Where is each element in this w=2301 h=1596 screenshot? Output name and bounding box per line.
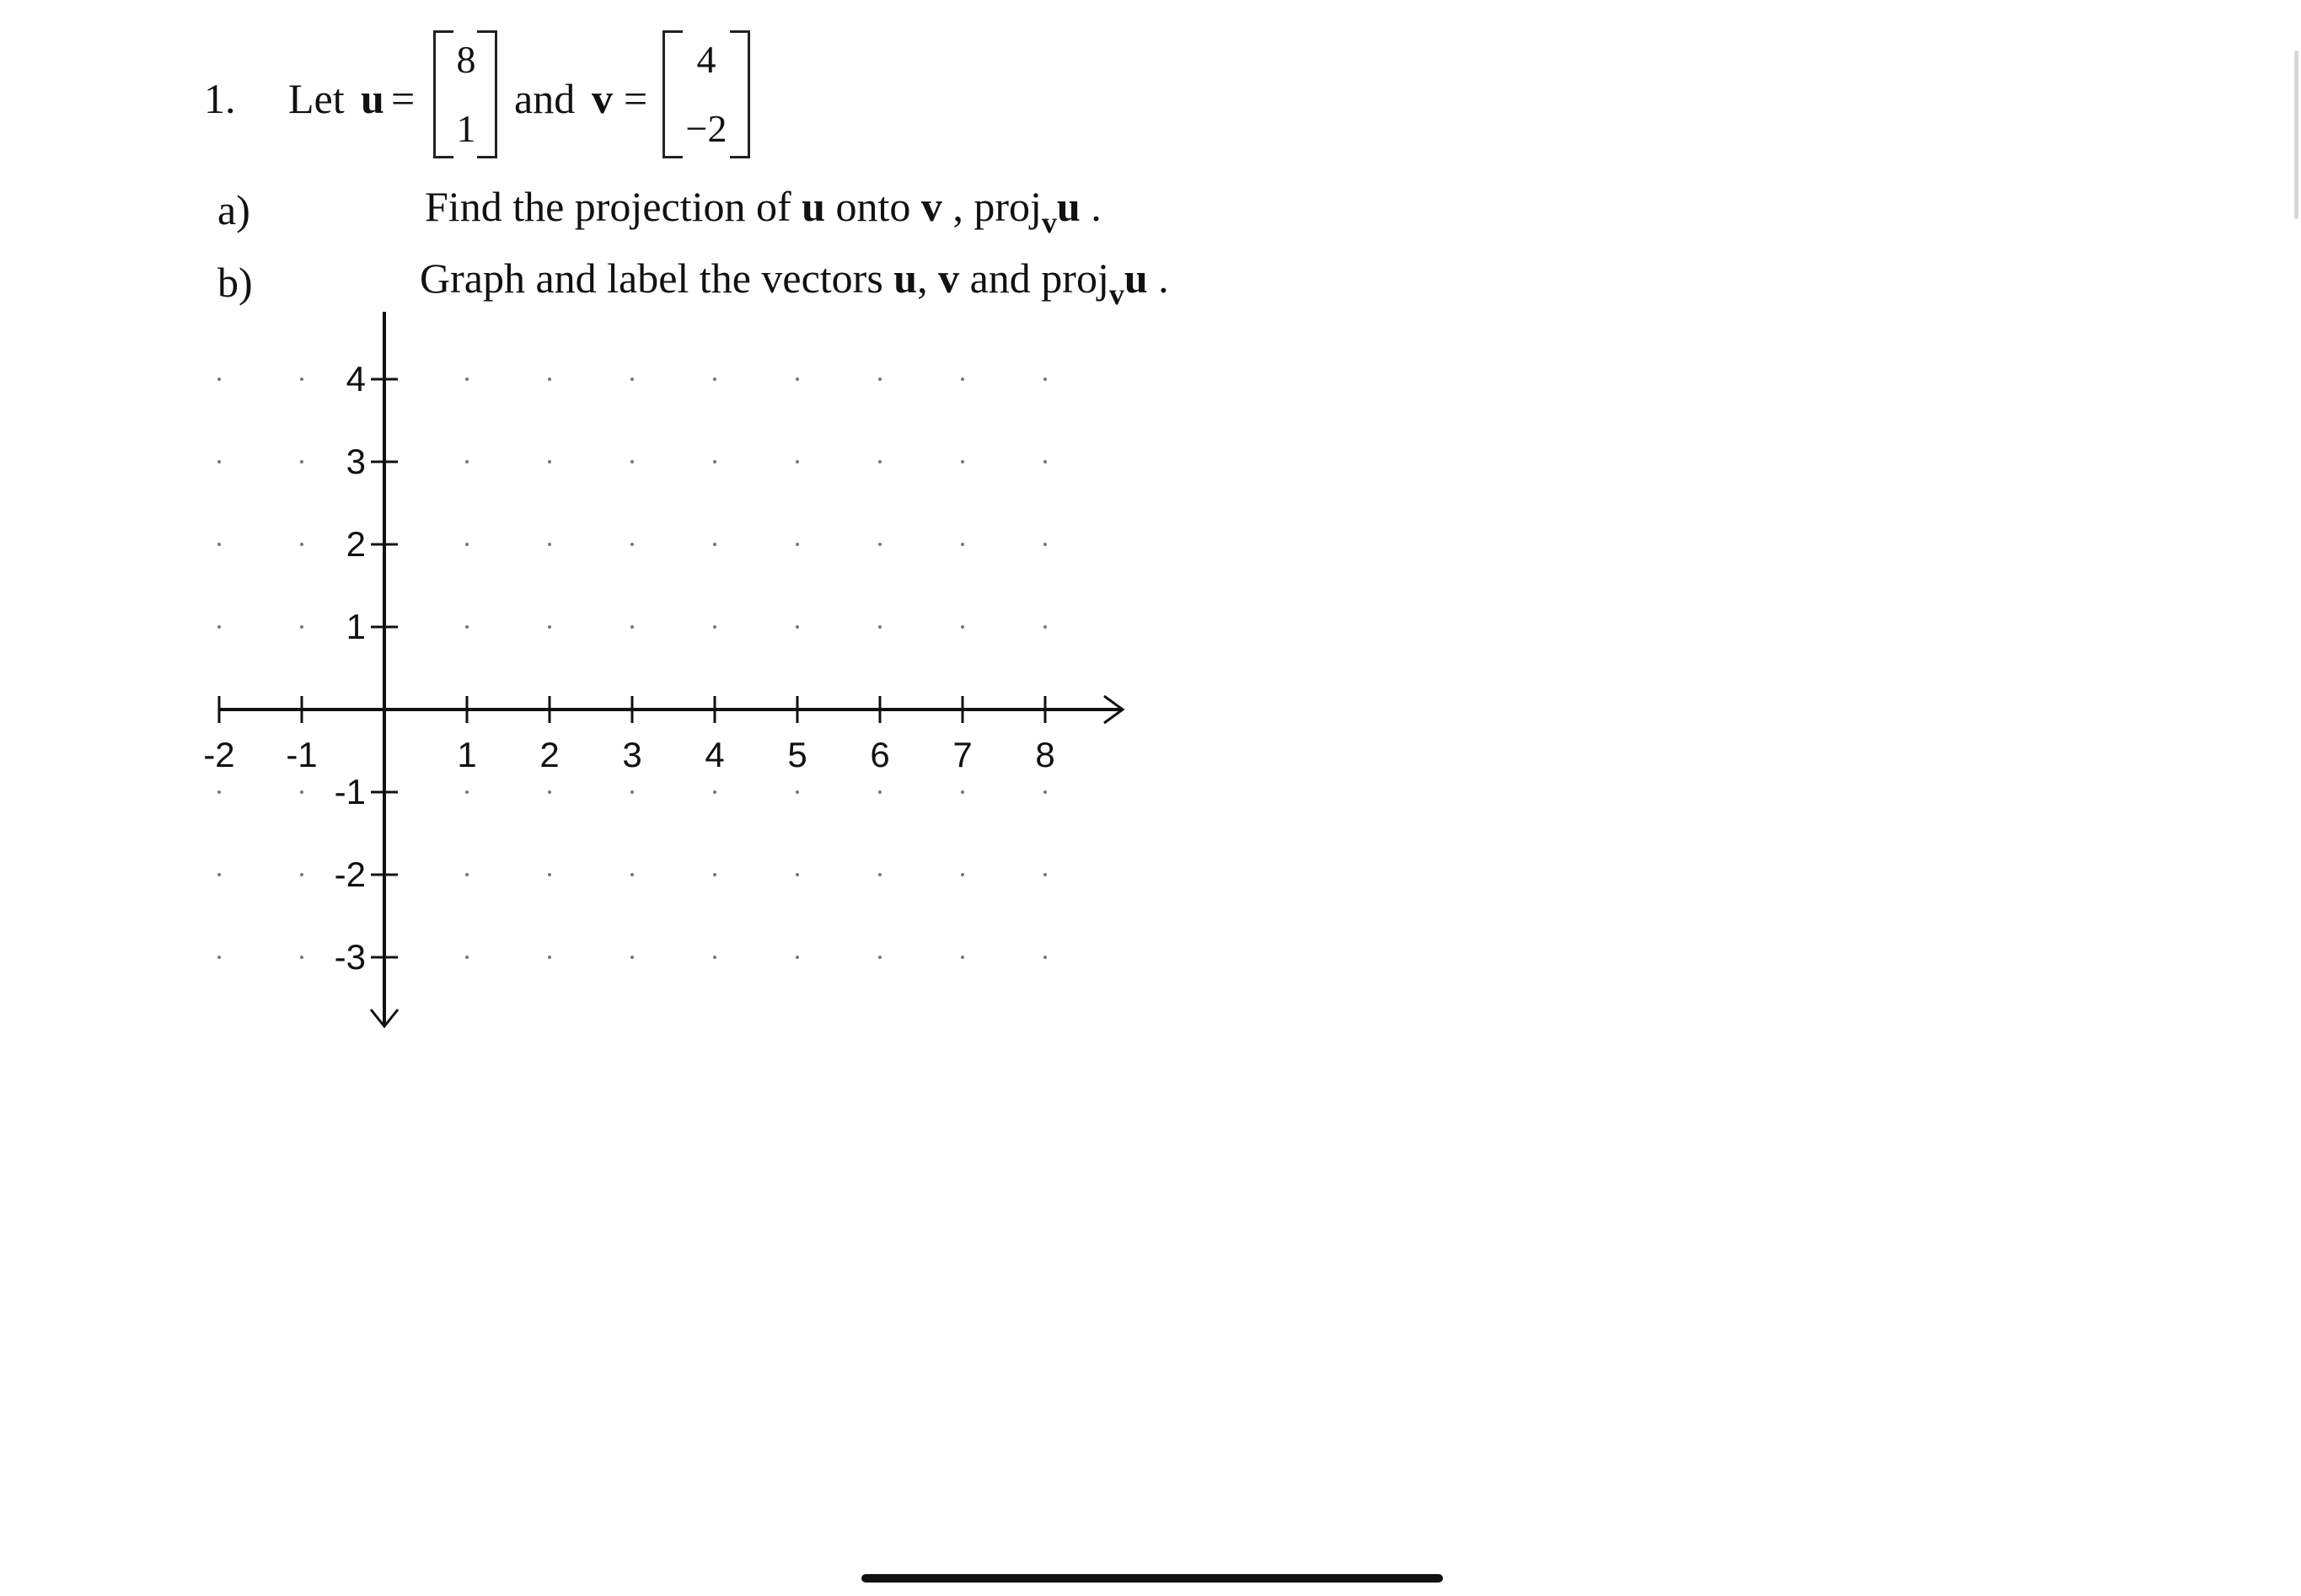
part-a-u: u — [802, 183, 825, 230]
u-equals: = — [391, 75, 416, 122]
part-b-v: v — [938, 254, 960, 302]
grid-dot — [630, 873, 634, 876]
grid-dot — [630, 460, 634, 463]
grid-dot — [1043, 460, 1047, 463]
grid-dot — [878, 790, 882, 794]
part-b-u: u — [893, 254, 918, 302]
part-b-label: b) — [217, 259, 253, 306]
grid-dot — [1043, 873, 1047, 876]
u-matrix-entry-top: 8 — [456, 38, 476, 81]
grid-dot — [300, 460, 303, 463]
grid-dot — [465, 956, 469, 959]
grid-dot — [1043, 625, 1047, 629]
grid-dot — [548, 790, 551, 794]
grid-dot — [713, 460, 716, 463]
x-tick-label: 8 — [1035, 735, 1055, 774]
v-symbol: v — [592, 75, 613, 122]
grid-dot — [217, 625, 221, 629]
grid-dot — [961, 543, 964, 546]
grid-dot — [878, 625, 882, 629]
let-word: Let — [288, 75, 345, 122]
grid-dot — [300, 956, 303, 959]
grid-dot — [713, 543, 716, 546]
grid-dot — [713, 873, 716, 876]
v-matrix-entry-top: 4 — [696, 38, 716, 81]
grid-dot — [878, 956, 882, 959]
grid-dot — [465, 873, 469, 876]
grid-dot — [300, 625, 303, 629]
grid-dot — [465, 543, 469, 546]
part-a-v: v — [920, 183, 942, 230]
grid-dot — [796, 543, 799, 546]
y-tick-label: -3 — [334, 937, 366, 977]
y-tick-label: 3 — [346, 442, 366, 481]
grid-dot — [465, 790, 469, 794]
problem-number: 1. — [204, 75, 236, 122]
x-tick-label: 3 — [622, 735, 642, 774]
y-tick-label: -2 — [334, 854, 366, 894]
and-word: and — [514, 75, 576, 122]
part-b-proj-sub: v — [1108, 277, 1124, 311]
x-tick-label: 2 — [539, 735, 560, 774]
part-a-comma: , — [952, 183, 963, 230]
part-a-proj-sub: v — [1041, 206, 1057, 239]
grid-dot — [217, 460, 221, 463]
u-symbol: u — [361, 75, 384, 122]
grid-dot — [713, 378, 716, 381]
grid-dot — [300, 543, 303, 546]
x-tick-label: 1 — [457, 735, 477, 774]
grid-dot — [961, 873, 964, 876]
part-a-proj: proj — [974, 183, 1042, 230]
grid-dot — [961, 625, 964, 629]
grid-dot — [300, 873, 303, 876]
y-tick-label: 4 — [346, 359, 366, 399]
grid-dot — [961, 460, 964, 463]
grid-dot — [217, 378, 221, 381]
x-tick-label: -1 — [286, 735, 318, 774]
grid-dot — [630, 543, 634, 546]
grid-dot — [1043, 790, 1047, 794]
grid-dot — [548, 625, 551, 629]
grid-dot — [796, 956, 799, 959]
grid-dot — [878, 378, 882, 381]
x-tick-label: -2 — [203, 735, 235, 774]
grid-dot — [878, 543, 882, 546]
x-tick-label: 7 — [952, 735, 973, 774]
x-tick-label: 5 — [787, 735, 807, 774]
grid-dot — [630, 790, 634, 794]
part-a-label: a) — [217, 186, 250, 233]
grid-dot — [217, 790, 221, 794]
grid-dot — [465, 460, 469, 463]
part-a-proj-u: u — [1056, 183, 1081, 230]
part-b-comma: , — [917, 254, 928, 302]
grid-dot — [300, 790, 303, 794]
grid-dot — [217, 873, 221, 876]
grid-dot — [796, 378, 799, 381]
grid-dot — [630, 956, 634, 959]
part-b-and: and — [969, 254, 1031, 302]
u-matrix-entry-bottom: 1 — [456, 107, 476, 150]
grid-dot — [217, 543, 221, 546]
grid-dot — [548, 460, 551, 463]
grid-dot — [713, 790, 716, 794]
grid-dot — [630, 378, 634, 381]
grid-dot — [796, 625, 799, 629]
grid-dot — [796, 873, 799, 876]
y-tick-label: 1 — [346, 607, 366, 646]
x-tick-label: 4 — [705, 735, 725, 774]
grid-dot — [961, 378, 964, 381]
grid-dot — [1043, 543, 1047, 546]
grid-dot — [878, 460, 882, 463]
part-a-text-before: Find the projection of — [425, 183, 791, 230]
x-tick-label: 6 — [870, 735, 890, 774]
grid-dot — [961, 790, 964, 794]
part-b-proj: proj — [1041, 254, 1109, 302]
part-a-end: . — [1091, 183, 1102, 230]
part-a-onto: onto — [835, 183, 911, 230]
grid-dot — [465, 378, 469, 381]
grid-dot — [548, 543, 551, 546]
grid-dot — [1043, 378, 1047, 381]
scrollbar[interactable] — [2294, 51, 2298, 219]
home-indicator[interactable] — [861, 1574, 1443, 1583]
y-tick-label: 2 — [346, 524, 366, 564]
v-matrix-entry-bottom: −2 — [685, 107, 727, 150]
grid-dot — [713, 625, 716, 629]
grid-dot — [300, 378, 303, 381]
grid-dot — [961, 956, 964, 959]
part-b-proj-u: u — [1124, 254, 1148, 302]
grid-dot — [1043, 956, 1047, 959]
grid-dot — [630, 625, 634, 629]
v-equals: = — [624, 75, 648, 122]
part-b-end: . — [1158, 254, 1169, 302]
grid-dot — [713, 956, 716, 959]
grid-dot — [465, 625, 469, 629]
part-b-text-before: Graph and label the vectors — [420, 254, 883, 302]
grid-dot — [217, 956, 221, 959]
grid-dot — [548, 956, 551, 959]
grid-dot — [796, 790, 799, 794]
grid-dot — [548, 378, 551, 381]
grid-dot — [878, 873, 882, 876]
grid-dot — [548, 873, 551, 876]
grid-dot — [796, 460, 799, 463]
y-tick-label: -1 — [334, 772, 366, 811]
